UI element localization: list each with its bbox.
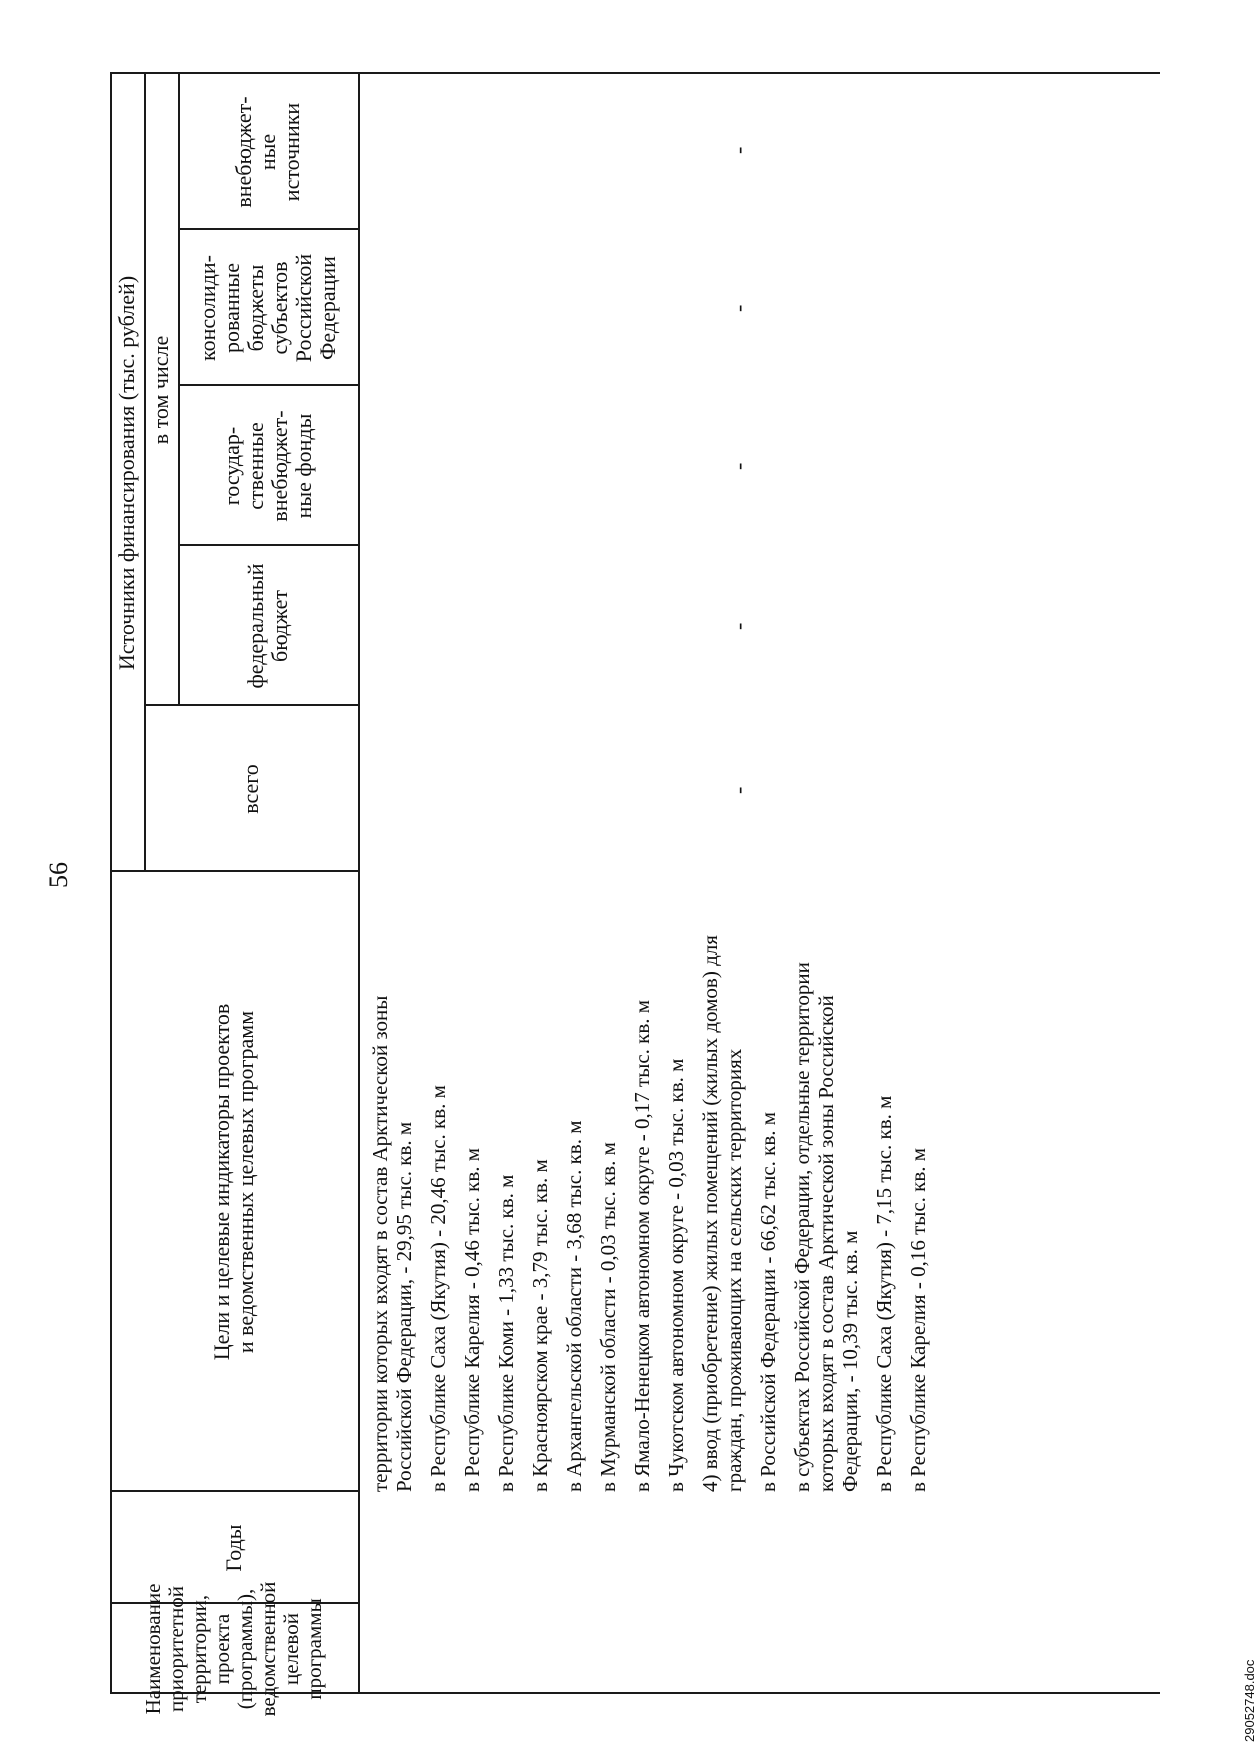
- header-goals: Цели и целевые индикаторы проектов и ведомственных целевых программ: [209, 1003, 258, 1361]
- header-regional: консолиди- рованные бюджеты субъектов Российской Федерации: [195, 253, 340, 363]
- goal-row: 4) ввод (приобретение) жилых помещений (жилых домов) для граждан, проживающих на сельских территориях: [698, 935, 746, 1492]
- header-name: Наименование приоритетной территории, проекта (программы), ведомственной целевой программы: [141, 1581, 326, 1717]
- dash-federal: -: [726, 622, 751, 630]
- goal-row: в субъектах Российской Федерации, отдельные территории которых входят в состав Арктической зоны Российской Федерации, - 10,39 тыс. кв. м: [790, 962, 862, 1492]
- goal-row: в Республике Карелия - 0,46 тыс. кв. м: [460, 1147, 484, 1492]
- header-federal: федеральный бюджет: [243, 563, 292, 689]
- header-including: в том числе: [148, 335, 173, 445]
- goal-row: в Республике Коми - 1,33 тыс. кв. м: [494, 1174, 518, 1492]
- dash-off-budget: -: [726, 146, 751, 154]
- file-name-footer: 29052748.doc: [1242, 1659, 1257, 1742]
- header-bottom-border: [358, 74, 360, 1694]
- goal-row: в Республике Саха (Якутия) - 20,46 тыс. кв. м: [426, 1085, 450, 1492]
- dash-total: -: [726, 786, 751, 794]
- rotated-page: [10, 30, 1160, 1720]
- header-off-budget: внебюджет- ные источники: [231, 96, 304, 208]
- goal-row: в Республике Карелия - 0,16 тыс. кв. м: [906, 1147, 930, 1492]
- goal-row: в Республике Саха (Якутия) - 7,15 тыс. кв. м: [872, 1095, 896, 1492]
- goals-column-text: [368, 892, 940, 1492]
- goal-row: в Чукотском автономном округе - 0,03 тыс. кв. м: [664, 1058, 688, 1492]
- page-number: 56: [44, 862, 73, 888]
- goal-row: в Архангельской области - 3,68 тыс. кв. м: [562, 1120, 586, 1492]
- goal-row: территории которых входят в состав Арктической зоны Российской Федерации, - 29,95 тыс. кв. м: [368, 995, 416, 1492]
- dash-state-funds: -: [726, 462, 751, 470]
- header-years: Годы: [221, 1524, 246, 1572]
- goal-row: в Ямало-Ненецком автономном округе - 0,17 тыс. кв. м: [630, 999, 654, 1492]
- goal-row: в Российской Федерации - 66,62 тыс. кв. м: [756, 1111, 780, 1492]
- dash-regional: -: [726, 304, 751, 312]
- header-sources: Источники финансирования (тыс. рублей): [114, 275, 139, 671]
- goal-row: в Красноярском крае - 3,79 тыс. кв. м: [528, 1159, 552, 1492]
- header-total: всего: [238, 764, 263, 814]
- financing-table: [10, 30, 1160, 1720]
- goal-row: в Мурманской области - 0,03 тыс. кв. м: [596, 1142, 620, 1492]
- header-state-funds: государ- ственные внебюджет- ные фонды: [219, 410, 316, 522]
